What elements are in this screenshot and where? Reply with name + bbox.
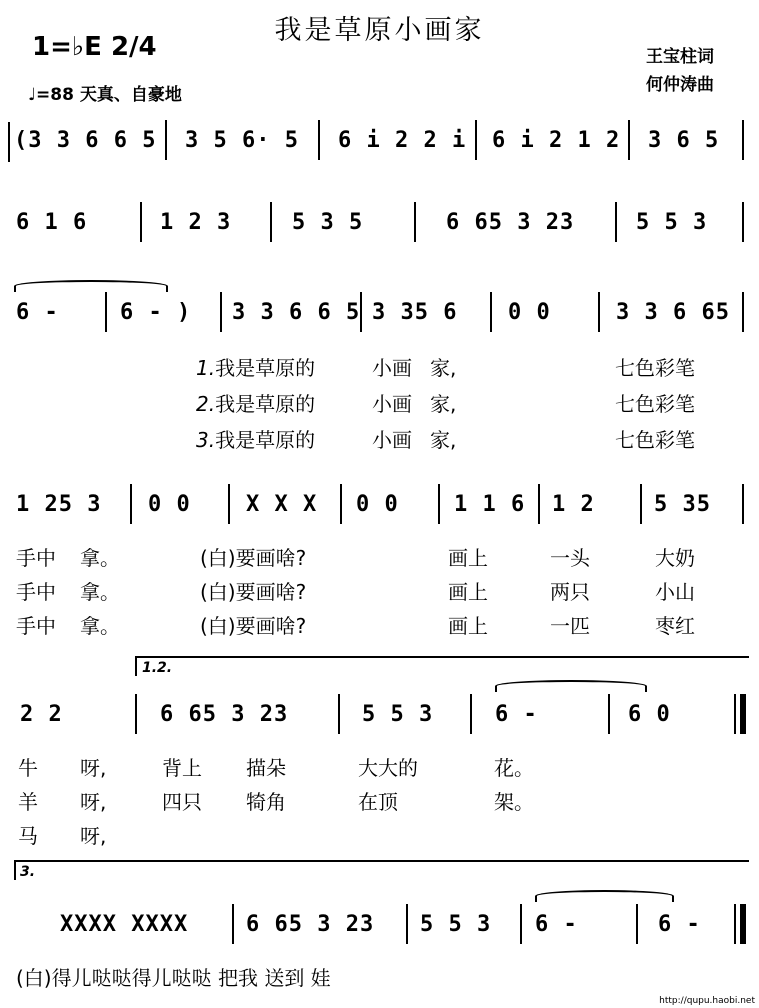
song-title: 我是草原小画家 (274, 15, 485, 46)
tie (535, 890, 674, 902)
score-row-3 (0, 300, 759, 360)
measure: 6 65 3 23 (446, 210, 575, 235)
lyric-line: 2.我是草原的 (196, 392, 316, 416)
barline (608, 694, 610, 734)
lyric-word: 羊 (18, 790, 38, 814)
lyric-word: 家, (430, 428, 457, 452)
lyricist-credit: 王宝柱词 (646, 47, 714, 67)
barline (636, 904, 638, 944)
tempo-marking: ♩=88 天真、自豪地 (28, 85, 182, 105)
barline (490, 292, 492, 332)
lyric-word: 小画 (372, 392, 412, 416)
lyric-word: 七色彩笔 (615, 392, 695, 416)
measure: 3 35 6 (372, 300, 458, 325)
barline (538, 484, 540, 524)
volta-bracket (135, 656, 749, 676)
measure: 1 2 (552, 492, 595, 517)
barline (165, 120, 167, 160)
barline (270, 202, 272, 242)
barline (734, 694, 736, 734)
barline (742, 120, 744, 160)
lyric-word: 画上 (448, 546, 488, 570)
lyric-word: 家, (430, 356, 457, 380)
lyric-word: 拿。 (80, 546, 120, 570)
lyric-line: 3.我是草原的 (196, 428, 316, 452)
measure: 6 65 3 23 (246, 912, 375, 937)
barline (360, 292, 362, 332)
lyric-word: 画上 (448, 580, 488, 604)
barline (232, 904, 234, 944)
lyric-word: 手中 (16, 614, 56, 638)
lyric-word: 画上 (448, 614, 488, 638)
measure: 6 - ) (120, 300, 192, 325)
barline (340, 484, 342, 524)
barline (615, 202, 617, 242)
lyric-line: 1.我是草原的 (196, 356, 316, 380)
lyric-word: (白)要画啥? (200, 614, 307, 638)
barline (520, 904, 522, 944)
measure: 2 2 (20, 702, 63, 727)
measure: 6 0 (628, 702, 671, 727)
lyric-word: 两只 (550, 580, 590, 604)
lyric-word: 描朵 (246, 756, 286, 780)
lyric-word: 小山 (655, 580, 695, 604)
measure: 3 6 5 (648, 128, 720, 153)
lyric-word: 大大的 (358, 756, 418, 780)
measure: 3 3 6 65 (616, 300, 730, 325)
lyric-word: 拿。 (80, 614, 120, 638)
lyric-word: 花。 (494, 756, 534, 780)
measure: 6 i 2 1 2 (492, 128, 621, 153)
lyric-word: 牛 (18, 756, 38, 780)
barline (228, 484, 230, 524)
measure: 6 65 3 23 (160, 702, 289, 727)
lyric-word: 七色彩笔 (615, 428, 695, 452)
barline (470, 694, 472, 734)
tie (495, 680, 647, 692)
measure: 3 3 6 6 5 (232, 300, 361, 325)
lyric-word: 小画 (372, 428, 412, 452)
lyric-word: 手中 (16, 580, 56, 604)
lyric-word: 犄角 (246, 790, 286, 814)
measure: 5 5 3 (420, 912, 492, 937)
measure: 3 5 6· 5 (185, 128, 299, 153)
volta-bracket (14, 860, 749, 880)
measure: 6 i 2 2 i (338, 128, 467, 153)
barline (742, 292, 744, 332)
lyric-word: 一头 (550, 546, 590, 570)
lyric-word: (白)要画啥? (200, 546, 307, 570)
measure: 6 - (535, 912, 578, 937)
measure: 1 1 6 (454, 492, 526, 517)
lyric-word: 架。 (494, 790, 534, 814)
measure: 0 0 (508, 300, 551, 325)
measure: 5 3 5 (292, 210, 364, 235)
measure: 0 0 (356, 492, 399, 517)
measure: 5 5 3 (636, 210, 708, 235)
score-row-2 (0, 210, 759, 270)
lyric-word: 七色彩笔 (615, 356, 695, 380)
lyric-word: 背上 (162, 756, 202, 780)
lyric-word: 一匹 (550, 614, 590, 638)
lyric-word: (白)要画啥? (200, 580, 307, 604)
watermark: http://qupu.haobi.net (659, 996, 755, 1006)
measure: (3 3 6 6 5 (14, 128, 157, 153)
barline (8, 122, 10, 162)
measure: 0 0 (148, 492, 191, 517)
barline (734, 904, 736, 944)
measure: 6 1 6 (16, 210, 88, 235)
final-lyric: (白)得儿哒哒得儿哒哒 把我 送到 娃 (16, 966, 331, 990)
barline (628, 120, 630, 160)
measure: 6 - (495, 702, 538, 727)
measure: 1 2 3 (160, 210, 232, 235)
barline (130, 484, 132, 524)
measure: XXXX XXXX (60, 912, 189, 937)
volta-label: 1.2. (142, 660, 173, 676)
barline (318, 120, 320, 160)
lyric-word: 大奶 (655, 546, 695, 570)
barline (640, 484, 642, 524)
measure: 6 - (16, 300, 59, 325)
barline (105, 292, 107, 332)
measure: X X X (246, 492, 318, 517)
tie (14, 280, 168, 292)
barline (742, 202, 744, 242)
barline (220, 292, 222, 332)
barline (406, 904, 408, 944)
composer-credit: 何仲涛曲 (646, 75, 714, 95)
lyric-word: 呀, (80, 824, 107, 848)
lyric-word: 四只 (162, 790, 202, 814)
lyric-word: 家, (430, 392, 457, 416)
barline (140, 202, 142, 242)
measure: 1 25 3 (16, 492, 102, 517)
volta-label: 3. (20, 864, 36, 880)
lyric-word: 拿。 (80, 580, 120, 604)
final-barline (740, 904, 746, 944)
key-signature: 1=♭E 2/4 (32, 32, 157, 62)
lyric-word: 枣红 (655, 614, 695, 638)
lyric-word: 小画 (372, 356, 412, 380)
measure: 6 - (658, 912, 701, 937)
lyric-word: 在顶 (358, 790, 398, 814)
lyric-word: 呀, (80, 756, 107, 780)
score-row-1 (0, 128, 759, 188)
barline (414, 202, 416, 242)
lyric-word: 手中 (16, 546, 56, 570)
measure: 5 5 3 (362, 702, 434, 727)
measure: 5 35 (654, 492, 711, 517)
lyric-word: 呀, (80, 790, 107, 814)
barline (438, 484, 440, 524)
repeat-end-barline (740, 694, 746, 734)
barline (598, 292, 600, 332)
barline (338, 694, 340, 734)
barline (135, 694, 137, 734)
barline (475, 120, 477, 160)
lyric-word: 马 (18, 824, 38, 848)
barline (742, 484, 744, 524)
